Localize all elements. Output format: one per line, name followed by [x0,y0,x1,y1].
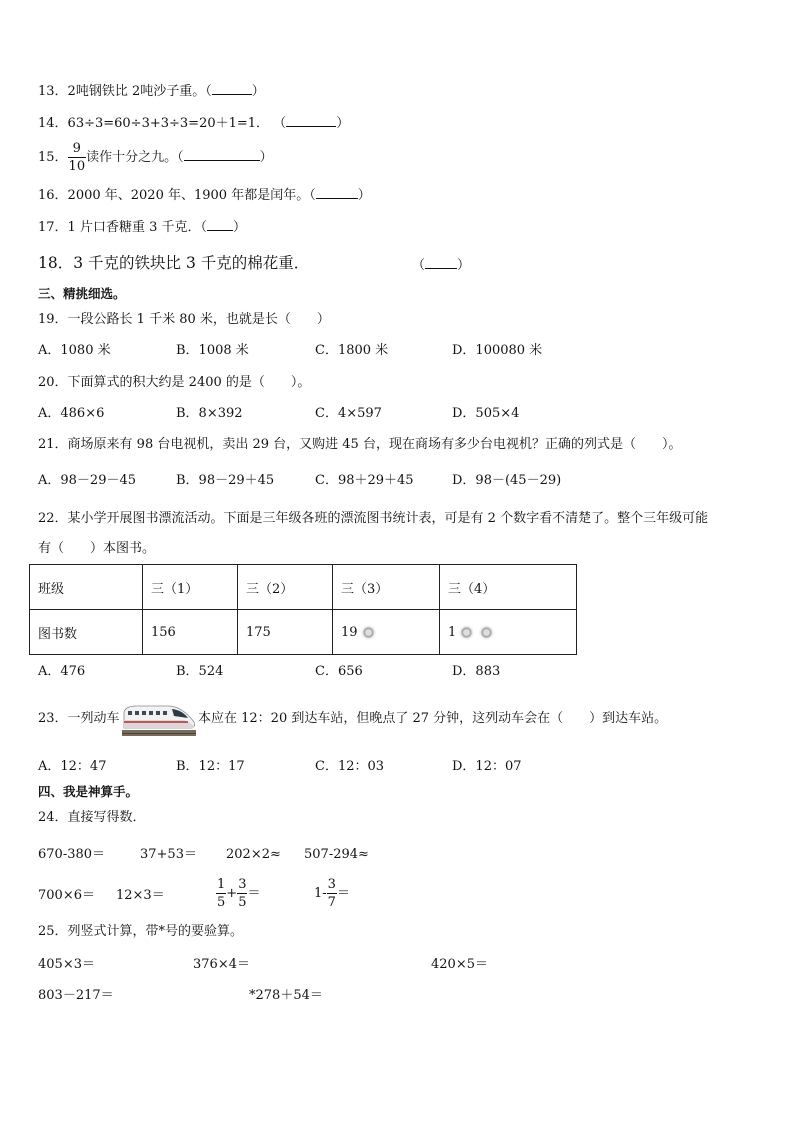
question-19: 19．一段公路长 1 千米 80 米，也就是长（ ） [38,312,330,327]
question-21: 21．商场原来有 98 台电视机，卖出 29 台，又购进 45 台，现在商场有多少台电视机？正确的列式是（ ）。 [38,437,682,452]
q23-option-c[interactable]: C．12：03 [315,759,385,774]
q19-option-d[interactable]: D．100080 米 [452,343,543,358]
table-row-label: 图书数 [30,610,143,655]
question-17-text: 17．1 片口香糖重 3 千克．（ [38,220,207,235]
table-cell: 156 [143,610,238,655]
q20-option-a[interactable]: A．486×6 [38,406,105,421]
q24-item: 37+53＝ [140,847,197,862]
high-speed-train-icon [122,700,196,736]
q23-option-b[interactable]: B．12：17 [176,759,245,774]
q25-item: *278＋54＝ [249,988,323,1003]
q25-item: 803－217＝ [38,988,114,1003]
q22-option-a[interactable]: A．476 [38,664,86,679]
question-22-line-1: 22．某小学开展图书漂流活动。下面是三年级各班的漂流图书统计表，可是有 2 个数字看不清楚了。整个三年级可能 [38,511,709,526]
q19-option-b[interactable]: B．1008 米 [176,343,249,358]
question-16-text: 16．2000 年、2020 年、1900 年都是闰年。（ [38,188,316,203]
q23-option-a[interactable]: A．12：47 [38,759,107,774]
library-books-table [29,564,577,655]
question-22-line-2: 有（ ）本图书。 [38,541,156,556]
question-23-lead: 23．一列动车 [38,711,120,726]
question-25: 25．列竖式计算，带*号的要验算。 [38,924,244,939]
table-row [30,610,577,655]
q25-item: 405×3＝ [38,957,95,972]
q24-item: 670-380＝ [38,847,106,862]
question-15-text: 读作十分之九。（ [86,150,184,165]
answer-blank-17[interactable] [207,218,233,231]
question-20: 20．下面算式的积大约是 2400 的是（ ）。 [38,375,311,390]
question-13-text: 13．2吨钢铁比 2吨沙子重。（ [38,84,212,99]
answer-blank-18[interactable] [425,256,457,269]
answer-blank-13[interactable] [212,82,252,95]
question-18-answer: （ ） [412,258,471,273]
question-23-text: 本应在 12：20 到达车站，但晚点了 27 分钟，这列动车会在（ ）到达车站。 [198,711,668,726]
q22-option-c[interactable]: C．656 [315,664,363,679]
question-14-text: 14．63÷3=60÷3+3÷3=20＋1=1． （ [38,116,287,131]
question-14: 14．63÷3=60÷3+3÷3=20＋1=1． （ ） [38,116,350,131]
q24-item: 507-294≈ [304,847,369,862]
q24-item: 700×6＝ [38,888,95,903]
q23-option-d[interactable]: D．12：07 [452,759,522,774]
section-4-heading: 四、我是神算手。 [38,784,139,799]
table-header-cell: 三（1） [143,565,238,610]
q21-option-a[interactable]: A．98－29－45 [38,473,137,488]
smudged-digit-icon [457,625,476,640]
q24-item: 202×2≈ [226,847,281,862]
table-header-cell: 三（3） [333,565,440,610]
q21-option-b[interactable]: B．98－29＋45 [176,473,275,488]
q20-option-b[interactable]: B．8×392 [176,406,243,421]
q19-option-a[interactable]: A．1080 米 [38,343,111,358]
section-3-heading: 三、精挑细选。 [38,286,126,301]
question-18 [38,254,309,272]
table-header-cell: 三（4） [440,565,577,610]
table-header-cell: 三（2） [238,565,333,610]
q19-option-c[interactable]: C．1800 米 [315,343,389,358]
q25-item: 376×4＝ [193,957,250,972]
question-17: 17．1 片口香糖重 3 千克．（ ） [38,220,246,235]
q25-item: 420×5＝ [431,957,488,972]
table-cell: 19 [333,610,440,655]
question-16: 16．2000 年、2020 年、1900 年都是闰年。（ ） [38,188,371,203]
q20-option-d[interactable]: D．505×4 [452,406,520,421]
smudged-digit-icon [359,625,378,640]
table-header-cell: 班级 [30,565,143,610]
q24-fraction-sum: $\frac{1}{5}$ + $\frac{3}{5}$ ＝ [217,877,261,910]
q22-option-b[interactable]: B．524 [176,664,224,679]
q20-option-c[interactable]: C．4×597 [315,406,382,421]
question-15: 15． $\frac{9}{10}$ 读作十分之九。（ ） [38,141,273,174]
q24-item: 12×3＝ [116,888,165,903]
fraction-9-10: $\frac{9}{10}$ [68,141,86,174]
answer-blank-16[interactable] [316,186,358,199]
table-header-row [30,565,577,610]
question-24: 24．直接写得数． [38,810,146,825]
answer-blank-15[interactable] [184,148,260,161]
question-18-text: 18．3 千克的铁块比 3 千克的棉花重． [38,254,310,272]
table-cell: 1 [440,610,577,655]
answer-blank-14[interactable] [286,114,336,127]
q21-option-d[interactable]: D．98－(45－29) [452,473,562,488]
question-13: 13．2吨钢铁比 2吨沙子重。（ ） [38,84,265,99]
smudged-digit-icon [477,625,496,640]
q24-fraction-diff: 1- $\frac{3}{7}$ ＝ [314,877,350,910]
q21-option-c[interactable]: C．98＋29＋45 [315,473,414,488]
q22-option-d[interactable]: D．883 [452,664,501,679]
table-cell: 175 [238,610,333,655]
